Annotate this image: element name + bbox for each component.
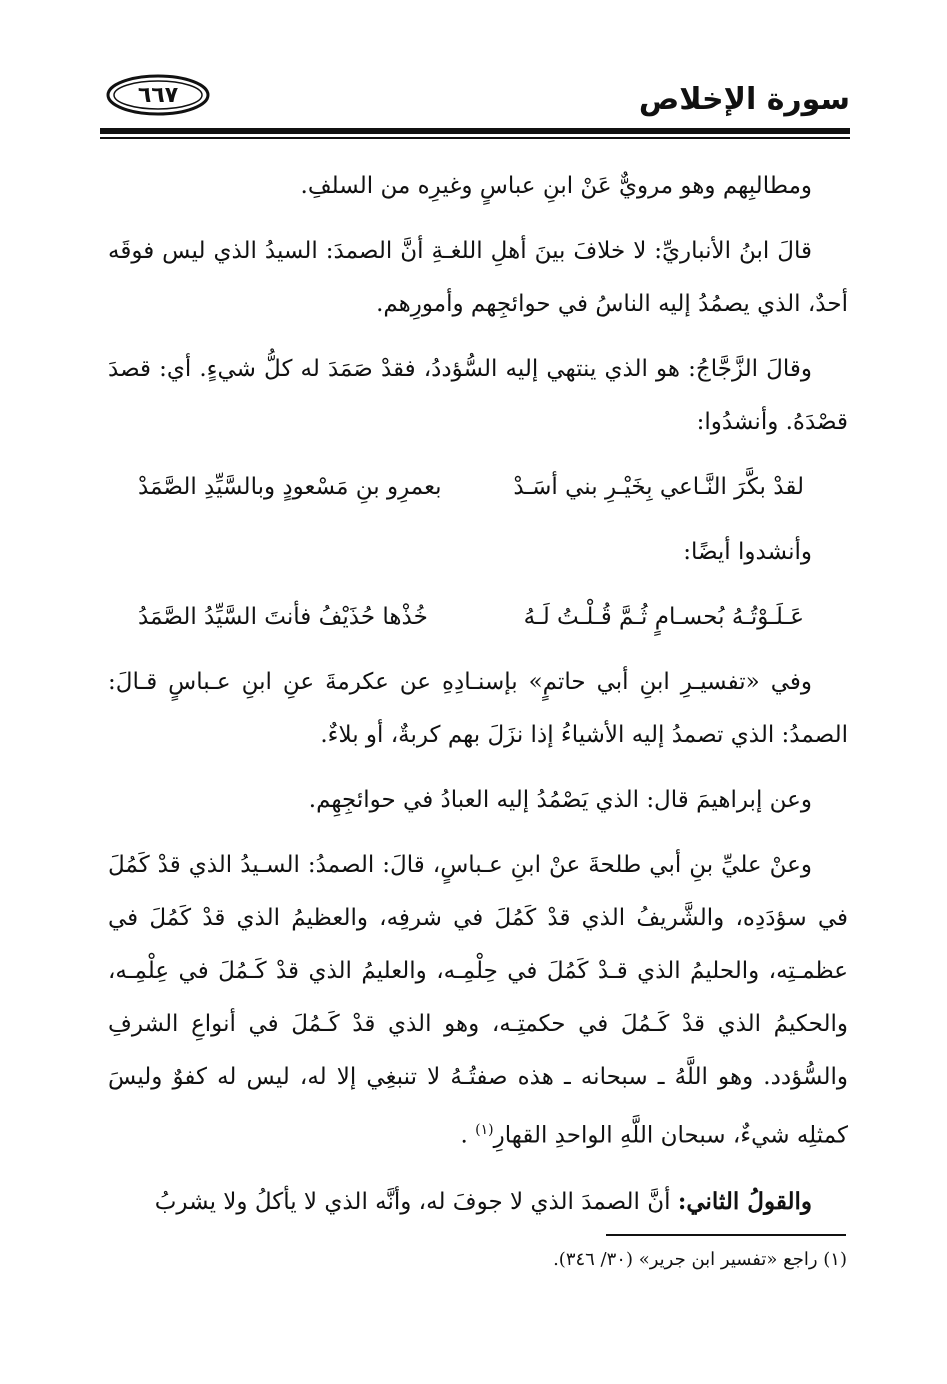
verse-2-second-hemistich: خُذْها حُذَيْفُ فأنتَ السَّيِّدُ الصَّمَدُ [138,604,428,630]
verse-intro: وأنشدوا أيضًا: [683,539,812,565]
paragraph-3: وقالَ الزَّجَّاجُ: هو الذي ينتهي إليه السُّؤددُ، فقدْ صَمَدَ له كلُّ شيءٍ. أي: قصدَ قصْدَهُ. وأنشدُوا: [108,356,848,435]
page-header [100,68,850,128]
footnote: (١) راجع «تفسير ابن جرير» (٣٠/ ٣٤٦). [553,1249,847,1270]
verse-1-second-hemistich: بعمرِو بنِ مَسْعودٍ وبالسَّيِّدِ الصَّمَدْ [138,474,442,500]
paragraph-5: وعن إبراهيمَ قال: الذي يَصْمُدُ إليه العبادُ في حوائجِهِم. [308,787,812,813]
footnote-separator [606,1234,846,1236]
paragraph-7-text: أنَّ الصمدَ الذي لا جوفَ له، وأنَّه الذي لا يأكلُ ولا يشربُ [154,1188,678,1215]
paragraph-6-text: وعنْ عليِّ بنِ أبي طلحةَ عنْ ابنِ عـباسٍ، قالَ: الصمدُ: السـيدُ الذي قدْ كَمُلَ في سؤدَدِه، والشَّريفُ الذي قدْ كَمُلَ في شرفِه، والعظيمُ الذي قدْ كَمُلَ في عظمـتِه، والحليمُ الذي قـدْ كَمُلَ في حِلْمِـه، والعليمُ الذي قدْ كَـمُلَ في عِلْمِـه، والحكيمُ الذي قدْ كَـمُلَ في حكمتِـه، وهو الذي قدْ كَـمُلَ في أنواعِ الشرفِ والسُّؤدد. وهو اللَّهُ ـ سبحانه ـ هذه صفتُـهُ لا تنبغِي إلا له، ليس له كفوٌ وليسَ كمثلِه شيءٌ، سبحان اللَّهِ الواحدِ القهارِ [108,852,848,1149]
paragraph-6 [108,839,848,1163]
poetry-verse-1 [108,461,848,514]
paragraph-4: وفي «تفسيـرِ ابنِ أبي حاتمٍ» بإسنـادِهِ عن عكرمةَ عنِ ابنِ عـباسٍ قـالَ: الصمدُ: الذي تصمدُ إليه الأشياءُ إذا نزَلَ بهم كربةٌ، أو بلاءٌ. [108,669,848,748]
page-number: ٦٦٧ [137,82,179,108]
paragraph-2: قالَ ابنُ الأنباريِّ: لا خلافَ بينَ أهلِ اللغـةِ أنَّ الصمدَ: السيدُ الذي ليس فوقَه أحدٌ، الذي يصمُدُ إليه الناسُ في حوائجِهم وأمورِهم. [108,238,848,317]
header-rule-thick [100,128,850,134]
second-opinion-label: والقولُ الثاني: [677,1187,812,1215]
paragraph-1: ومطالبِهم وهو مرويٌّ عَنْ ابنِ عباسٍ وغيرِه من السلفِ. [300,173,812,199]
paragraph-7 [108,1175,848,1229]
surah-title: سورة الإخلاص [638,82,850,117]
footnote-reference: (١) [475,1122,494,1138]
verse-1-first-hemistich: لقدْ بكَّرَ النَّـاعي بِخَيْـرِ بني أسَـدْ [513,474,804,500]
page-number-badge [106,74,210,116]
poetry-verse-2 [108,591,848,644]
paragraph-6-tail: . [460,1122,476,1149]
main-text [108,160,848,1241]
verse-2-first-hemistich: عَـلَـوْتُـهُ بُحسـامٍ ثُـمَّ قُـلْـتُ لَـهُ [523,604,804,630]
header-rule-thin [100,137,850,139]
